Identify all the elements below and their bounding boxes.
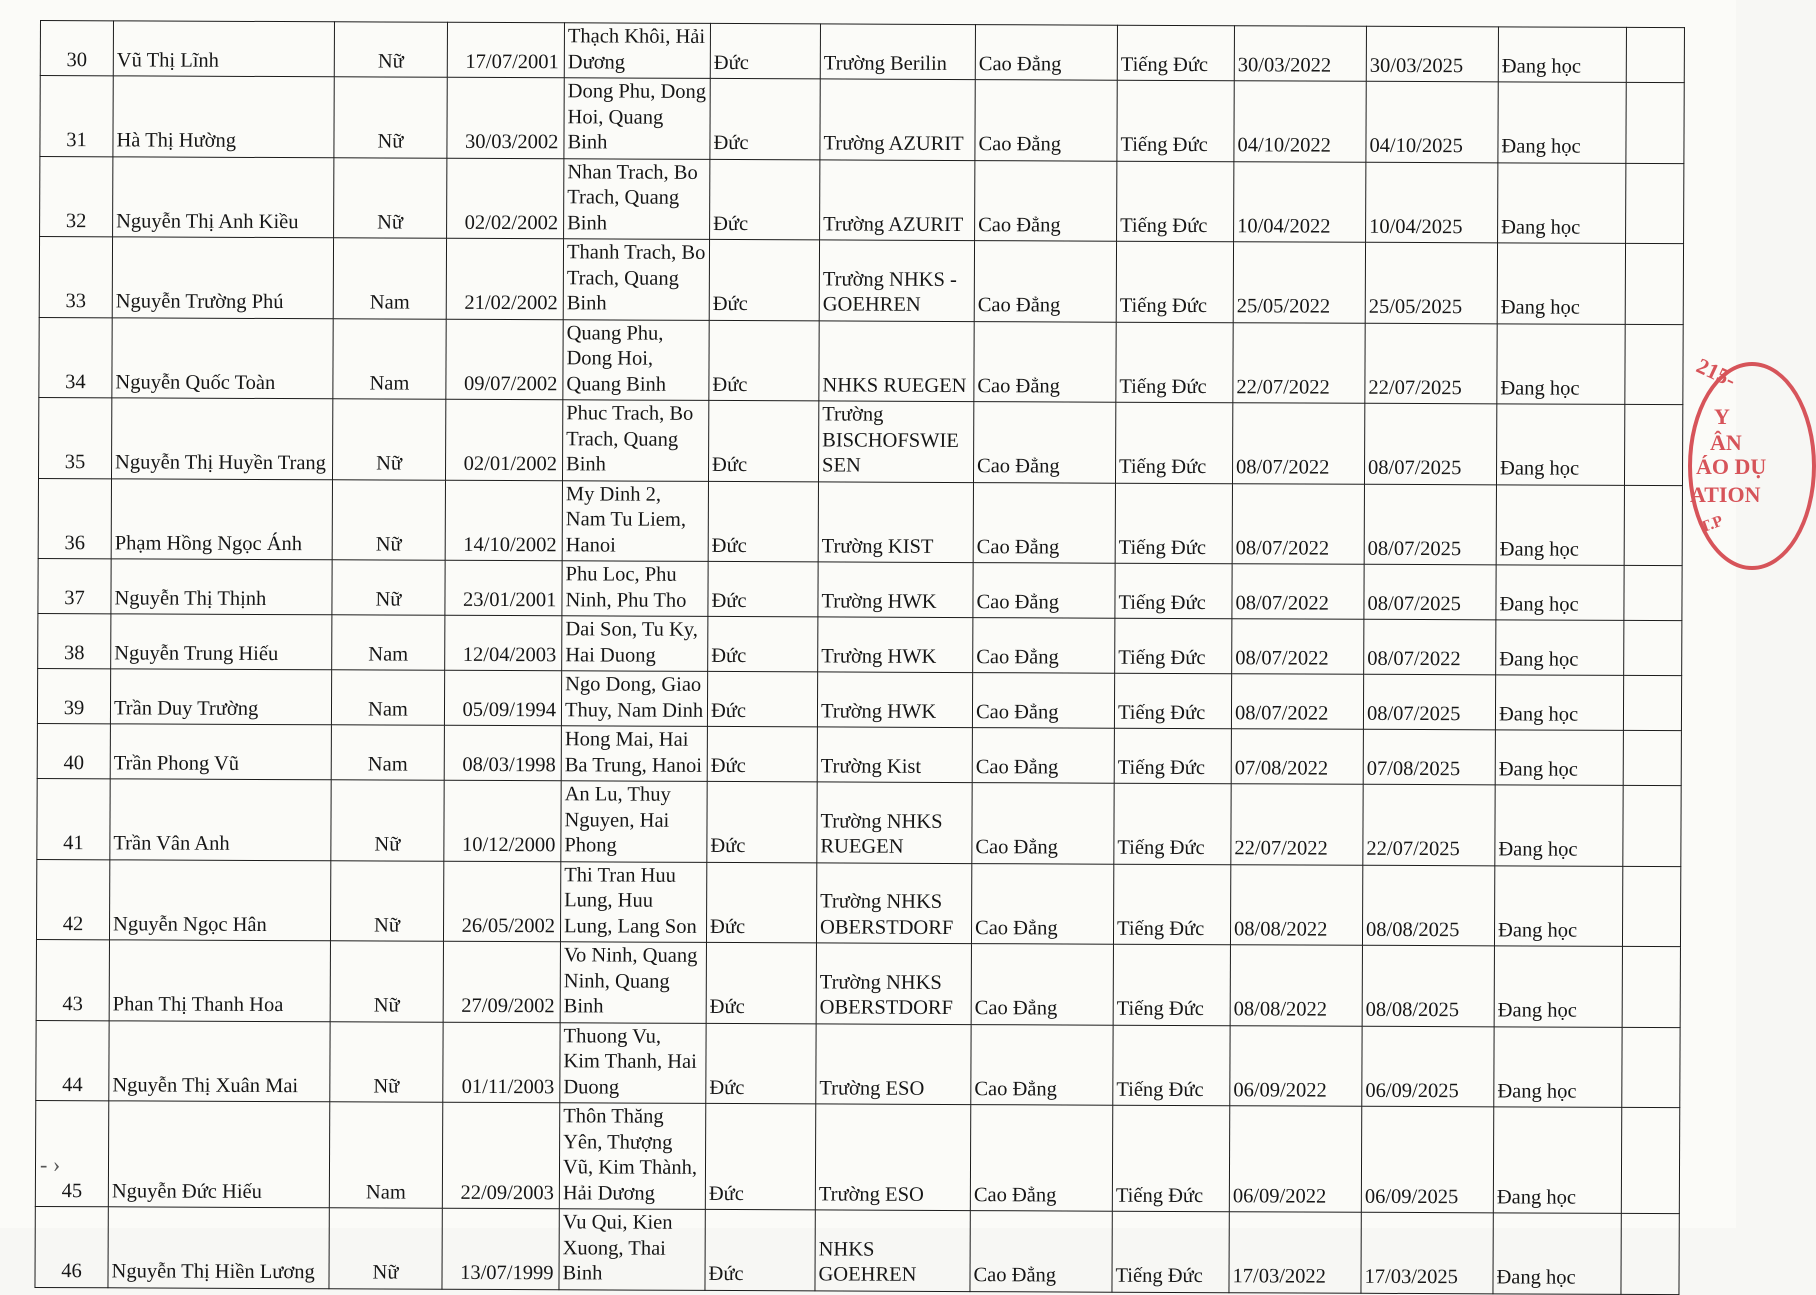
stamp-fragment: 215- — [1692, 352, 1740, 393]
gender-cell: Nữ — [330, 1021, 443, 1102]
level-cell: Cao Đẳng — [973, 563, 1115, 619]
country-cell: Đức — [707, 781, 817, 862]
start-date-cell: 06/09/2022 — [1230, 1025, 1362, 1106]
dob-cell: 30/03/2002 — [447, 77, 564, 158]
address-cell: My Dinh 2, Nam Tu Liem, Hanoi — [562, 480, 708, 561]
note-cell — [1624, 404, 1682, 485]
dob-cell: 09/07/2002 — [446, 319, 563, 400]
start-date-cell: 08/07/2022 — [1232, 403, 1364, 484]
address-cell: Phu Loc, Phu Ninh, Phu Tho — [562, 561, 708, 617]
name-cell: Nguyễn Trung Hiếu — [111, 614, 332, 670]
status-cell: Đang học — [1494, 1026, 1622, 1107]
country-cell: Đức — [708, 400, 818, 481]
level-cell: Cao Đẳng — [975, 160, 1117, 241]
stt-cell: 37 — [38, 558, 111, 613]
end-date-cell: 08/07/2025 — [1363, 674, 1495, 730]
table-row — [38, 478, 1682, 566]
note-cell — [1622, 866, 1680, 947]
dob-cell: 22/09/2003 — [442, 1102, 559, 1209]
name-cell: Trần Vân Anh — [110, 779, 331, 860]
table-row — [40, 156, 1684, 244]
address-cell: Thi Tran Huu Lung, Huu Lung, Lang Son — [560, 861, 706, 942]
gender-cell: Nam — [333, 318, 446, 399]
name-cell: Nguyễn Thị Hiền Lương — [108, 1207, 329, 1288]
status-cell: Đang học — [1493, 1213, 1621, 1294]
country-cell: Đức — [707, 726, 817, 781]
dob-cell: 05/09/1994 — [444, 670, 561, 726]
gender-cell: Nữ — [332, 560, 445, 615]
level-cell: Cao Đẳng — [974, 321, 1116, 402]
table-row — [40, 76, 1684, 164]
status-cell: Đang học — [1496, 620, 1624, 676]
school-cell: Trường Kist — [817, 727, 972, 783]
country-cell: Đức — [706, 1023, 816, 1104]
level-cell: Cao Đẳng — [970, 1211, 1112, 1292]
note-cell — [1626, 163, 1684, 244]
margin-mark: - › — [40, 1152, 61, 1177]
start-date-cell: 22/07/2022 — [1233, 322, 1365, 403]
school-cell: NHKS RUEGEN — [819, 320, 974, 401]
note-cell — [1621, 1107, 1679, 1213]
end-date-cell: 17/03/2025 — [1361, 1212, 1493, 1293]
note-cell — [1623, 675, 1681, 730]
country-cell: Đức — [710, 159, 820, 240]
name-cell: Phạm Hồng Ngọc Ánh — [111, 478, 332, 559]
status-cell: Đang học — [1494, 946, 1622, 1027]
major-cell: Tiếng Đức — [1114, 728, 1231, 784]
dob-cell: 26/05/2002 — [443, 861, 560, 942]
school-cell: NHKS GOEHREN — [815, 1210, 970, 1291]
level-cell: Cao Đẳng — [972, 728, 1114, 784]
stt-cell: 44 — [36, 1020, 109, 1101]
address-cell: Quang Phu, Dong Hoi, Quang Binh — [563, 319, 709, 400]
country-cell: Đức — [707, 671, 817, 726]
school-cell: Trường HWK — [818, 562, 973, 618]
table-row — [37, 668, 1681, 730]
table-row — [39, 397, 1683, 485]
dob-cell: 21/02/2002 — [446, 238, 563, 319]
gender-cell: Nam — [329, 1102, 442, 1208]
end-date-cell: 10/04/2025 — [1366, 162, 1498, 243]
dob-cell: 01/11/2003 — [443, 1022, 560, 1103]
gender-cell: Nữ — [334, 157, 447, 238]
country-cell: Đức — [708, 481, 818, 562]
gender-cell: Nam — [332, 615, 445, 670]
table-row — [37, 723, 1681, 785]
country-cell: Đức — [710, 78, 820, 159]
major-cell: Tiếng Đức — [1115, 618, 1232, 674]
major-cell: Tiếng Đức — [1115, 483, 1232, 564]
status-cell: Đang học — [1497, 323, 1625, 404]
end-date-cell: 30/03/2025 — [1366, 26, 1498, 82]
level-cell: Cao Đẳng — [971, 944, 1113, 1025]
level-cell: Cao Đẳng — [975, 80, 1117, 161]
school-cell: Trường NHKS OBERSTDORF — [816, 862, 971, 943]
school-cell: Trường BISCHOFSWIESEN — [818, 401, 973, 482]
level-cell: Cao Đẳng — [970, 1105, 1112, 1212]
address-cell: Nhan Trach, Bo Trach, Quang Binh — [564, 158, 710, 239]
status-cell: Đang học — [1496, 404, 1624, 485]
country-cell: Đức — [705, 1209, 815, 1290]
name-cell: Vũ Thị Lĩnh — [113, 21, 334, 77]
table-row — [35, 1206, 1679, 1294]
end-date-cell: 04/10/2025 — [1366, 81, 1498, 162]
table-row — [38, 558, 1682, 620]
name-cell: Nguyễn Đức Hiếu — [108, 1101, 329, 1208]
end-date-cell: 08/07/2025 — [1364, 564, 1496, 620]
stt-cell: 34 — [39, 317, 112, 398]
stamp-fragment: ATION — [1690, 482, 1761, 507]
table-row — [36, 939, 1680, 1027]
stt-cell: 41 — [37, 778, 110, 859]
table-row — [39, 317, 1683, 405]
school-cell: Trường ESO — [816, 1023, 971, 1104]
school-cell: Trường NHKS OBERSTDORF — [816, 943, 971, 1024]
school-cell: Trường AZURIT — [820, 79, 975, 160]
school-cell: Trường ESO — [815, 1104, 970, 1211]
major-cell: Tiếng Đức — [1114, 673, 1231, 729]
gender-cell: Nữ — [332, 399, 445, 480]
table-row — [36, 859, 1680, 947]
level-cell: Cao Đẳng — [975, 25, 1117, 81]
dob-cell: 27/09/2002 — [443, 941, 560, 1022]
note-cell — [1621, 1213, 1679, 1294]
address-cell: Dai Son, Tu Ky, Hai Duong — [562, 616, 708, 672]
name-cell: Nguyễn Thị Anh Kiều — [113, 156, 334, 237]
table-row — [40, 21, 1684, 83]
country-cell: Đức — [706, 862, 816, 943]
start-date-cell: 08/07/2022 — [1232, 619, 1364, 675]
end-date-cell: 06/09/2025 — [1362, 1026, 1494, 1107]
major-cell: Tiếng Đức — [1117, 80, 1234, 161]
dob-cell: 02/01/2002 — [445, 399, 562, 480]
address-cell: Hong Mai, Hai Ba Trung, Hanoi — [561, 726, 707, 782]
dob-cell: 13/07/1999 — [442, 1208, 559, 1289]
school-cell: Trường NHKS - GOEHREN — [819, 240, 974, 321]
gender-cell: Nữ — [332, 479, 445, 560]
country-cell: Đức — [710, 23, 820, 78]
start-date-cell: 08/07/2022 — [1232, 483, 1364, 564]
school-cell: Trường HWK — [818, 617, 973, 673]
school-cell: Trường Berilin — [820, 24, 975, 80]
dob-cell: 17/07/2001 — [447, 22, 564, 78]
note-cell — [1624, 485, 1682, 566]
stt-cell: 40 — [37, 723, 110, 778]
note-cell — [1625, 324, 1683, 405]
address-cell: Phuc Trach, Bo Trach, Quang Binh — [562, 400, 708, 481]
country-cell: Đức — [708, 561, 818, 616]
school-cell: Trường NHKS RUEGEN — [817, 782, 972, 863]
name-cell: Nguyễn Ngọc Hân — [109, 859, 330, 940]
name-cell: Nguyễn Thị Thịnh — [111, 559, 332, 615]
level-cell: Cao Đẳng — [973, 402, 1115, 483]
note-cell — [1623, 730, 1681, 785]
stamp-fragment: ÁO DỤ — [1696, 454, 1767, 479]
dob-cell: 23/01/2001 — [445, 560, 562, 616]
note-cell — [1624, 620, 1682, 675]
name-cell: Nguyễn Trường Phú — [112, 237, 333, 318]
stt-cell: 31 — [40, 76, 113, 157]
major-cell: Tiếng Đức — [1112, 1105, 1229, 1212]
major-cell: Tiếng Đức — [1115, 563, 1232, 619]
note-cell — [1625, 243, 1683, 324]
major-cell: Tiếng Đức — [1113, 864, 1230, 945]
stt-cell: 36 — [38, 478, 111, 559]
country-cell: Đức — [706, 942, 816, 1023]
major-cell: Tiếng Đức — [1116, 241, 1233, 322]
dob-cell: 10/12/2000 — [444, 780, 561, 861]
address-cell: Thuong Vu, Kim Thanh, Hai Duong — [560, 1022, 706, 1103]
major-cell: Tiếng Đức — [1113, 944, 1230, 1025]
stt-cell: 43 — [36, 939, 109, 1020]
status-cell: Đang học — [1497, 243, 1625, 324]
status-cell: Đang học — [1495, 675, 1623, 731]
address-cell: Thanh Trach, Bo Trach, Quang Binh — [563, 239, 709, 320]
dob-cell: 12/04/2003 — [445, 615, 562, 671]
gender-cell: Nam — [333, 238, 446, 319]
level-cell: Cao Đẳng — [973, 482, 1115, 563]
stt-cell: 42 — [36, 859, 109, 940]
gender-cell: Nữ — [334, 22, 447, 77]
note-cell — [1622, 946, 1680, 1027]
end-date-cell: 08/08/2025 — [1362, 945, 1494, 1026]
stt-cell: 32 — [40, 156, 113, 237]
red-seal-stamp — [1688, 352, 1816, 570]
end-date-cell: 07/08/2025 — [1363, 729, 1495, 785]
status-cell: Đang học — [1498, 82, 1626, 163]
country-cell: Đức — [705, 1103, 815, 1209]
country-cell: Đức — [709, 320, 819, 401]
gender-cell: Nữ — [330, 860, 443, 941]
dob-cell: 02/02/2002 — [447, 158, 564, 239]
end-date-cell: 08/07/2025 — [1364, 403, 1496, 484]
student-table — [34, 20, 1685, 1295]
level-cell: Cao Đẳng — [974, 241, 1116, 322]
status-cell: Đang học — [1495, 785, 1623, 866]
gender-cell: Nam — [331, 725, 444, 780]
note-cell — [1622, 1027, 1680, 1108]
level-cell: Cao Đẳng — [972, 783, 1114, 864]
major-cell: Tiếng Đức — [1116, 322, 1233, 403]
stt-cell: 39 — [37, 668, 110, 723]
note-cell — [1624, 565, 1682, 620]
level-cell: Cao Đẳng — [971, 863, 1113, 944]
address-cell: Vo Ninh, Quang Ninh, Quang Binh — [560, 942, 706, 1023]
gender-cell: Nam — [331, 670, 444, 725]
start-date-cell: 08/07/2022 — [1231, 674, 1363, 730]
gender-cell: Nữ — [331, 780, 444, 861]
major-cell: Tiếng Đức — [1114, 783, 1231, 864]
stt-cell: 30 — [40, 21, 113, 76]
address-cell: An Lu, Thuy Nguyen, Hai Phong — [561, 781, 707, 862]
status-cell: Đang học — [1495, 730, 1623, 786]
dob-cell: 14/10/2002 — [445, 480, 562, 561]
table-row — [35, 1100, 1679, 1213]
start-date-cell: 08/08/2022 — [1230, 864, 1362, 945]
status-cell: Đang học — [1494, 865, 1622, 946]
start-date-cell: 08/07/2022 — [1232, 564, 1364, 620]
name-cell: Trần Duy Trường — [110, 669, 331, 725]
table-row — [38, 613, 1682, 675]
major-cell: Tiếng Đức — [1117, 25, 1234, 81]
table-row — [39, 237, 1683, 325]
gender-cell: Nữ — [334, 77, 447, 158]
start-date-cell: 10/04/2022 — [1234, 161, 1366, 242]
address-cell: Dong Phu, Dong Hoi, Quang Binh — [564, 78, 710, 159]
dob-cell: 08/03/1998 — [444, 725, 561, 781]
status-cell: Đang học — [1496, 484, 1624, 565]
end-date-cell: 06/09/2025 — [1361, 1106, 1493, 1213]
status-cell: Đang học — [1498, 162, 1626, 243]
level-cell: Cao Đẳng — [971, 1024, 1113, 1105]
gender-cell: Nữ — [329, 1208, 442, 1289]
country-cell: Đức — [709, 239, 819, 320]
address-cell: Vu Qui, Kien Xuong, Thai Binh — [559, 1209, 705, 1290]
end-date-cell: 22/07/2025 — [1365, 323, 1497, 404]
school-cell: Trường KIST — [818, 481, 973, 562]
end-date-cell: 22/07/2025 — [1363, 784, 1495, 865]
level-cell: Cao Đẳng — [972, 673, 1114, 729]
end-date-cell: 25/05/2025 — [1365, 242, 1497, 323]
major-cell: Tiếng Đức — [1113, 1025, 1230, 1106]
school-cell: Trường HWK — [817, 672, 972, 728]
address-cell: Thạch Khôi, Hải Dương — [564, 23, 710, 79]
name-cell: Hà Thị Hường — [113, 76, 334, 157]
name-cell: Trần Phong Vũ — [110, 724, 331, 780]
major-cell: Tiếng Đức — [1117, 161, 1234, 242]
name-cell: Nguyễn Thị Huyền Trang — [112, 398, 333, 479]
start-date-cell: 30/03/2022 — [1234, 26, 1366, 82]
school-cell: Trường AZURIT — [820, 159, 975, 240]
status-cell: Đang học — [1498, 27, 1626, 83]
name-cell: Phan Thị Thanh Hoa — [109, 940, 330, 1021]
stamp-fragment: Y — [1714, 404, 1730, 429]
note-cell — [1623, 785, 1681, 866]
start-date-cell: 06/09/2022 — [1229, 1106, 1361, 1213]
start-date-cell: 04/10/2022 — [1234, 81, 1366, 162]
country-cell: Đức — [708, 616, 818, 671]
note-cell — [1626, 82, 1684, 163]
level-cell: Cao Đẳng — [973, 618, 1115, 674]
start-date-cell: 17/03/2022 — [1229, 1212, 1361, 1293]
status-cell: Đang học — [1493, 1107, 1621, 1214]
address-cell: Ngo Dong, Giao Thuy, Nam Dinh — [561, 671, 707, 727]
name-cell: Nguyễn Thị Xuân Mai — [109, 1020, 330, 1101]
end-date-cell: 08/08/2025 — [1362, 865, 1494, 946]
stt-cell: 35 — [39, 397, 112, 478]
major-cell: Tiếng Đức — [1112, 1211, 1229, 1292]
address-cell: Thôn Thăng Yên, Thượng Vũ, Kim Thành, Hải Dương — [559, 1103, 705, 1210]
stt-cell: 45 — [35, 1100, 108, 1206]
stamp-fragment: ÂN — [1710, 430, 1742, 455]
stt-cell: 46 — [35, 1206, 108, 1287]
gender-cell: Nữ — [330, 941, 443, 1022]
end-date-cell: 08/07/2022 — [1364, 619, 1496, 675]
stamp-fragment: T.P — [1697, 512, 1726, 537]
note-cell — [1626, 27, 1684, 82]
stt-cell: 38 — [38, 613, 111, 668]
start-date-cell: 25/05/2022 — [1233, 242, 1365, 323]
status-cell: Đang học — [1496, 565, 1624, 621]
major-cell: Tiếng Đức — [1115, 402, 1232, 483]
end-date-cell: 08/07/2025 — [1364, 484, 1496, 565]
start-date-cell: 07/08/2022 — [1231, 729, 1363, 785]
start-date-cell: 22/07/2022 — [1231, 784, 1363, 865]
name-cell: Nguyễn Quốc Toàn — [112, 317, 333, 398]
start-date-cell: 08/08/2022 — [1230, 945, 1362, 1026]
table-row — [37, 778, 1681, 866]
stt-cell: 33 — [39, 237, 112, 318]
table-row — [36, 1020, 1680, 1108]
